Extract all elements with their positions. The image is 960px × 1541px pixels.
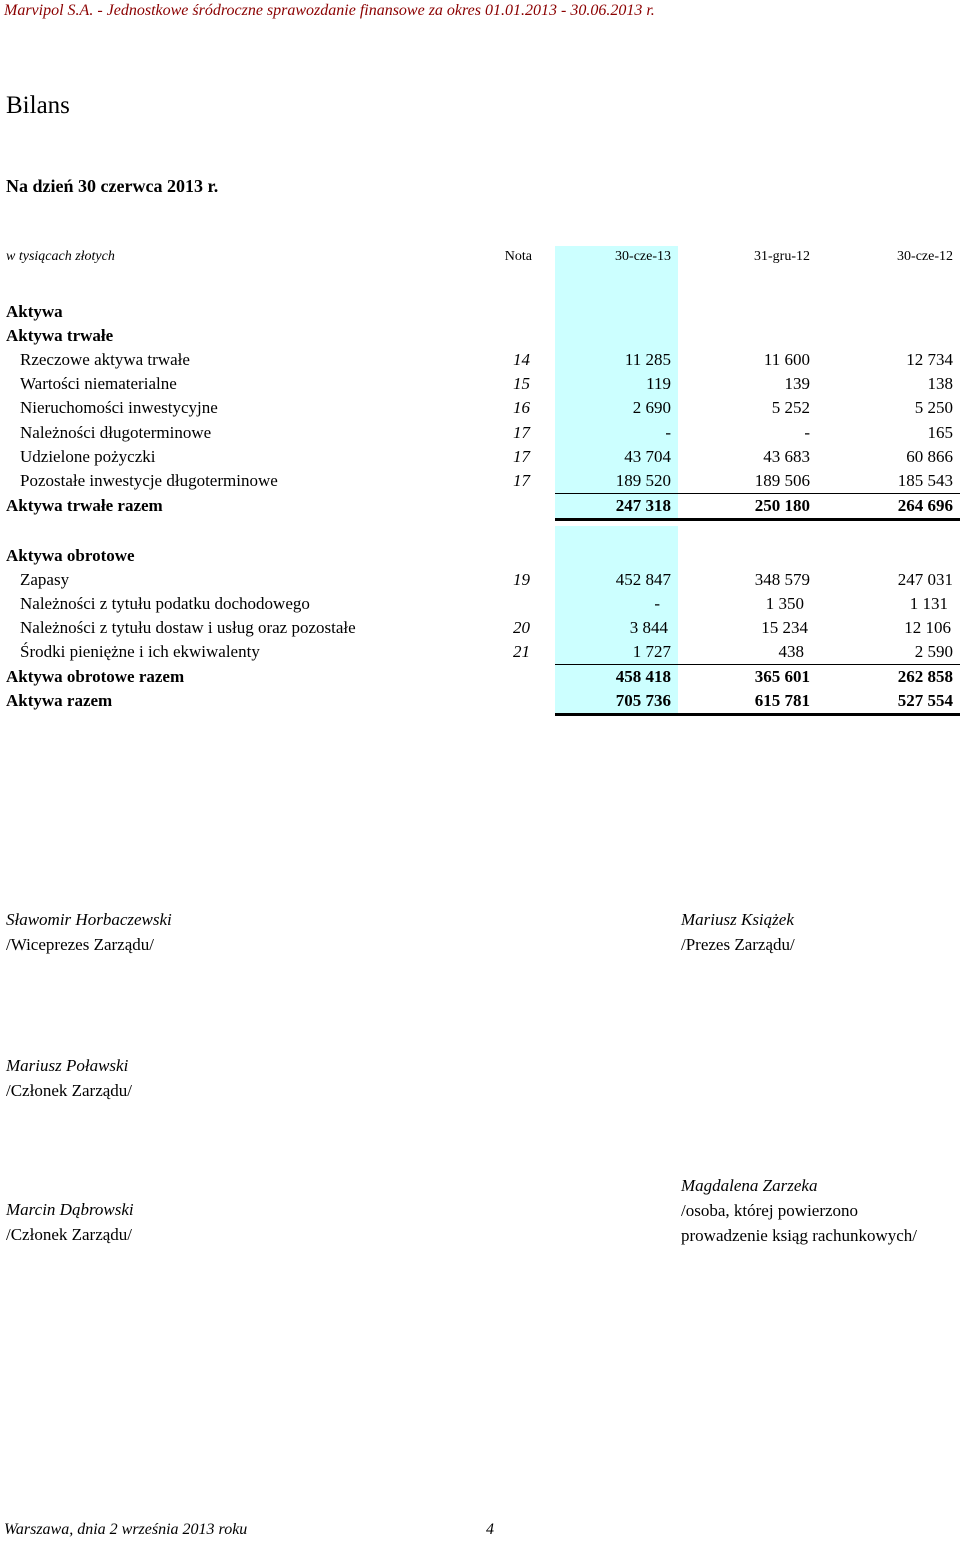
row-note: 14 bbox=[513, 350, 530, 369]
row-value-period-2: 5 252 bbox=[771, 398, 810, 417]
table-row bbox=[0, 568, 960, 592]
row-value-period-1: 2 690 bbox=[632, 398, 671, 417]
page-number: 4 bbox=[486, 1521, 494, 1538]
row-value-period-3: 527 554 bbox=[897, 691, 953, 710]
row-value-period-1: 119 bbox=[646, 374, 671, 393]
row-label: Aktywa bbox=[6, 302, 63, 321]
row-label: Rzeczowe aktywa trwałe bbox=[20, 350, 190, 369]
signatory-role-continued: prowadzenie ksiąg rachunkowych/ bbox=[681, 1226, 918, 1245]
row-value-period-3: 2 590 bbox=[914, 642, 953, 661]
table-row bbox=[0, 469, 960, 493]
row-value-period-3: 264 696 bbox=[897, 496, 953, 515]
row-value-period-3: 5 250 bbox=[914, 398, 953, 417]
page-title: Bilans bbox=[6, 92, 70, 119]
row-value-period-3: 138 bbox=[927, 374, 953, 393]
row-value-period-2: 365 601 bbox=[754, 667, 810, 686]
table-row bbox=[0, 396, 960, 420]
row-value-period-1: 247 318 bbox=[615, 496, 671, 515]
row-value-period-3: 262 858 bbox=[897, 667, 953, 686]
table-row-total bbox=[0, 665, 960, 689]
row-note: 19 bbox=[513, 570, 530, 589]
signatory-role: /Członek Zarządu/ bbox=[6, 1081, 133, 1100]
signatory-role: /Członek Zarządu/ bbox=[6, 1225, 133, 1244]
table-row bbox=[0, 544, 960, 568]
row-value-period-3: 12 106 bbox=[904, 618, 951, 637]
row-value-period-1: - bbox=[665, 423, 671, 442]
row-value-period-1: 452 847 bbox=[615, 570, 671, 589]
row-value-period-2: 11 600 bbox=[763, 350, 810, 369]
row-label: Nieruchomości inwestycyjne bbox=[20, 398, 218, 417]
row-label: Aktywa obrotowe bbox=[6, 546, 135, 565]
signatory-name: Mariusz Poławski bbox=[6, 1056, 129, 1075]
row-label: Wartości niematerialne bbox=[20, 374, 177, 393]
row-value-period-3: 12 734 bbox=[906, 350, 953, 369]
row-value-period-1: 705 736 bbox=[615, 691, 671, 710]
row-value-period-2: - bbox=[804, 423, 810, 442]
signatory-role: /Wiceprezes Zarządu/ bbox=[6, 935, 154, 954]
row-note: 21 bbox=[513, 642, 530, 661]
signatory-name: Mariusz Książek bbox=[681, 910, 794, 929]
footer-place-date: Warszawa, dnia 2 września 2013 roku bbox=[4, 1521, 248, 1538]
table-row bbox=[0, 592, 960, 616]
row-value-period-2: 1 350 bbox=[765, 594, 804, 613]
row-value-period-3: 1 131 bbox=[909, 594, 948, 613]
row-label: Aktywa trwałe razem bbox=[6, 496, 163, 515]
row-label: Środki pieniężne i ich ekwiwalenty bbox=[20, 642, 260, 661]
signature-block-bookkeeper bbox=[681, 1173, 917, 1248]
col-header-period-1: 30-cze-13 bbox=[615, 249, 671, 264]
table-row bbox=[0, 348, 960, 372]
row-label: Należności długoterminowe bbox=[20, 423, 212, 442]
row-note: 17 bbox=[513, 447, 530, 466]
table-row bbox=[0, 324, 960, 348]
signatory-role: /osoba, której powierzono bbox=[681, 1201, 859, 1220]
row-label: Należności z tytułu podatku dochodowego bbox=[20, 594, 310, 613]
row-value-period-1: 3 844 bbox=[629, 618, 668, 637]
signatory-name: Magdalena Zarzeka bbox=[681, 1176, 818, 1195]
row-label: Udzielone pożyczki bbox=[20, 447, 156, 466]
row-label: Aktywa razem bbox=[6, 691, 113, 710]
row-label: Zapasy bbox=[20, 570, 70, 589]
total-double-underline bbox=[555, 713, 960, 716]
signature-block-board-member bbox=[6, 1053, 132, 1103]
row-note: 20 bbox=[513, 618, 530, 637]
row-value-period-1: 11 285 bbox=[624, 350, 671, 369]
row-value-period-1: 189 520 bbox=[615, 471, 671, 490]
row-value-period-2: 189 506 bbox=[754, 471, 810, 490]
table-header-row bbox=[0, 245, 960, 269]
row-value-period-2: 43 683 bbox=[763, 447, 810, 466]
row-note: 16 bbox=[513, 398, 530, 417]
row-note: 17 bbox=[513, 423, 530, 442]
row-value-period-2: 615 781 bbox=[754, 691, 810, 710]
row-value-period-1: 43 704 bbox=[624, 447, 671, 466]
document-header-title: Marvipol S.A. - Jednostkowe śródroczne sprawozdanie finansowe za okres 01.01.2013 - 30.06.2013 r. bbox=[4, 2, 655, 19]
row-note: 15 bbox=[513, 374, 530, 393]
col-header-period-2: 31-gru-12 bbox=[754, 249, 810, 264]
row-value-period-1: 1 727 bbox=[632, 642, 671, 661]
table-row-total bbox=[0, 494, 960, 518]
signatory-role: /Prezes Zarządu/ bbox=[681, 935, 795, 954]
row-value-period-2: 15 234 bbox=[761, 618, 808, 637]
table-row-grand-total bbox=[0, 689, 960, 713]
signature-block-board-member bbox=[6, 1197, 134, 1247]
signatory-name: Marcin Dąbrowski bbox=[6, 1200, 134, 1219]
row-value-period-2: 250 180 bbox=[754, 496, 810, 515]
table-row bbox=[0, 300, 960, 324]
row-value-period-3: 165 bbox=[927, 423, 953, 442]
table-row bbox=[0, 616, 960, 640]
total-double-underline bbox=[555, 518, 960, 521]
row-label: Pozostałe inwestycje długoterminowe bbox=[20, 471, 278, 490]
signature-block-vice-president bbox=[6, 907, 172, 957]
col-header-note: Nota bbox=[504, 249, 532, 264]
signature-block-president bbox=[681, 907, 795, 957]
col-header-period-3: 30-cze-12 bbox=[897, 249, 953, 264]
row-value-period-3: 60 866 bbox=[906, 447, 953, 466]
row-value-period-3: 185 543 bbox=[897, 471, 953, 490]
table-row bbox=[0, 445, 960, 469]
table-row bbox=[0, 372, 960, 396]
row-value-period-1: 458 418 bbox=[615, 667, 671, 686]
table-row bbox=[0, 421, 960, 445]
row-value-period-2: 348 579 bbox=[754, 570, 810, 589]
signatory-name: Sławomir Horbaczewski bbox=[6, 910, 172, 929]
row-label: Aktywa trwałe bbox=[6, 326, 114, 345]
row-value-period-2: 139 bbox=[784, 374, 810, 393]
row-note: 17 bbox=[513, 471, 530, 490]
table-row bbox=[0, 640, 960, 664]
balance-date-subtitle: Na dzień 30 czerwca 2013 r. bbox=[6, 176, 219, 196]
row-label: Aktywa obrotowe razem bbox=[6, 667, 185, 686]
unit-label: w tysiącach złotych bbox=[6, 249, 115, 264]
row-label: Należności z tytułu dostaw i usług oraz pozostałe bbox=[20, 618, 356, 637]
row-value-period-2: 438 bbox=[778, 642, 804, 661]
row-value-period-3: 247 031 bbox=[897, 570, 953, 589]
row-value-period-1: - bbox=[654, 594, 660, 613]
